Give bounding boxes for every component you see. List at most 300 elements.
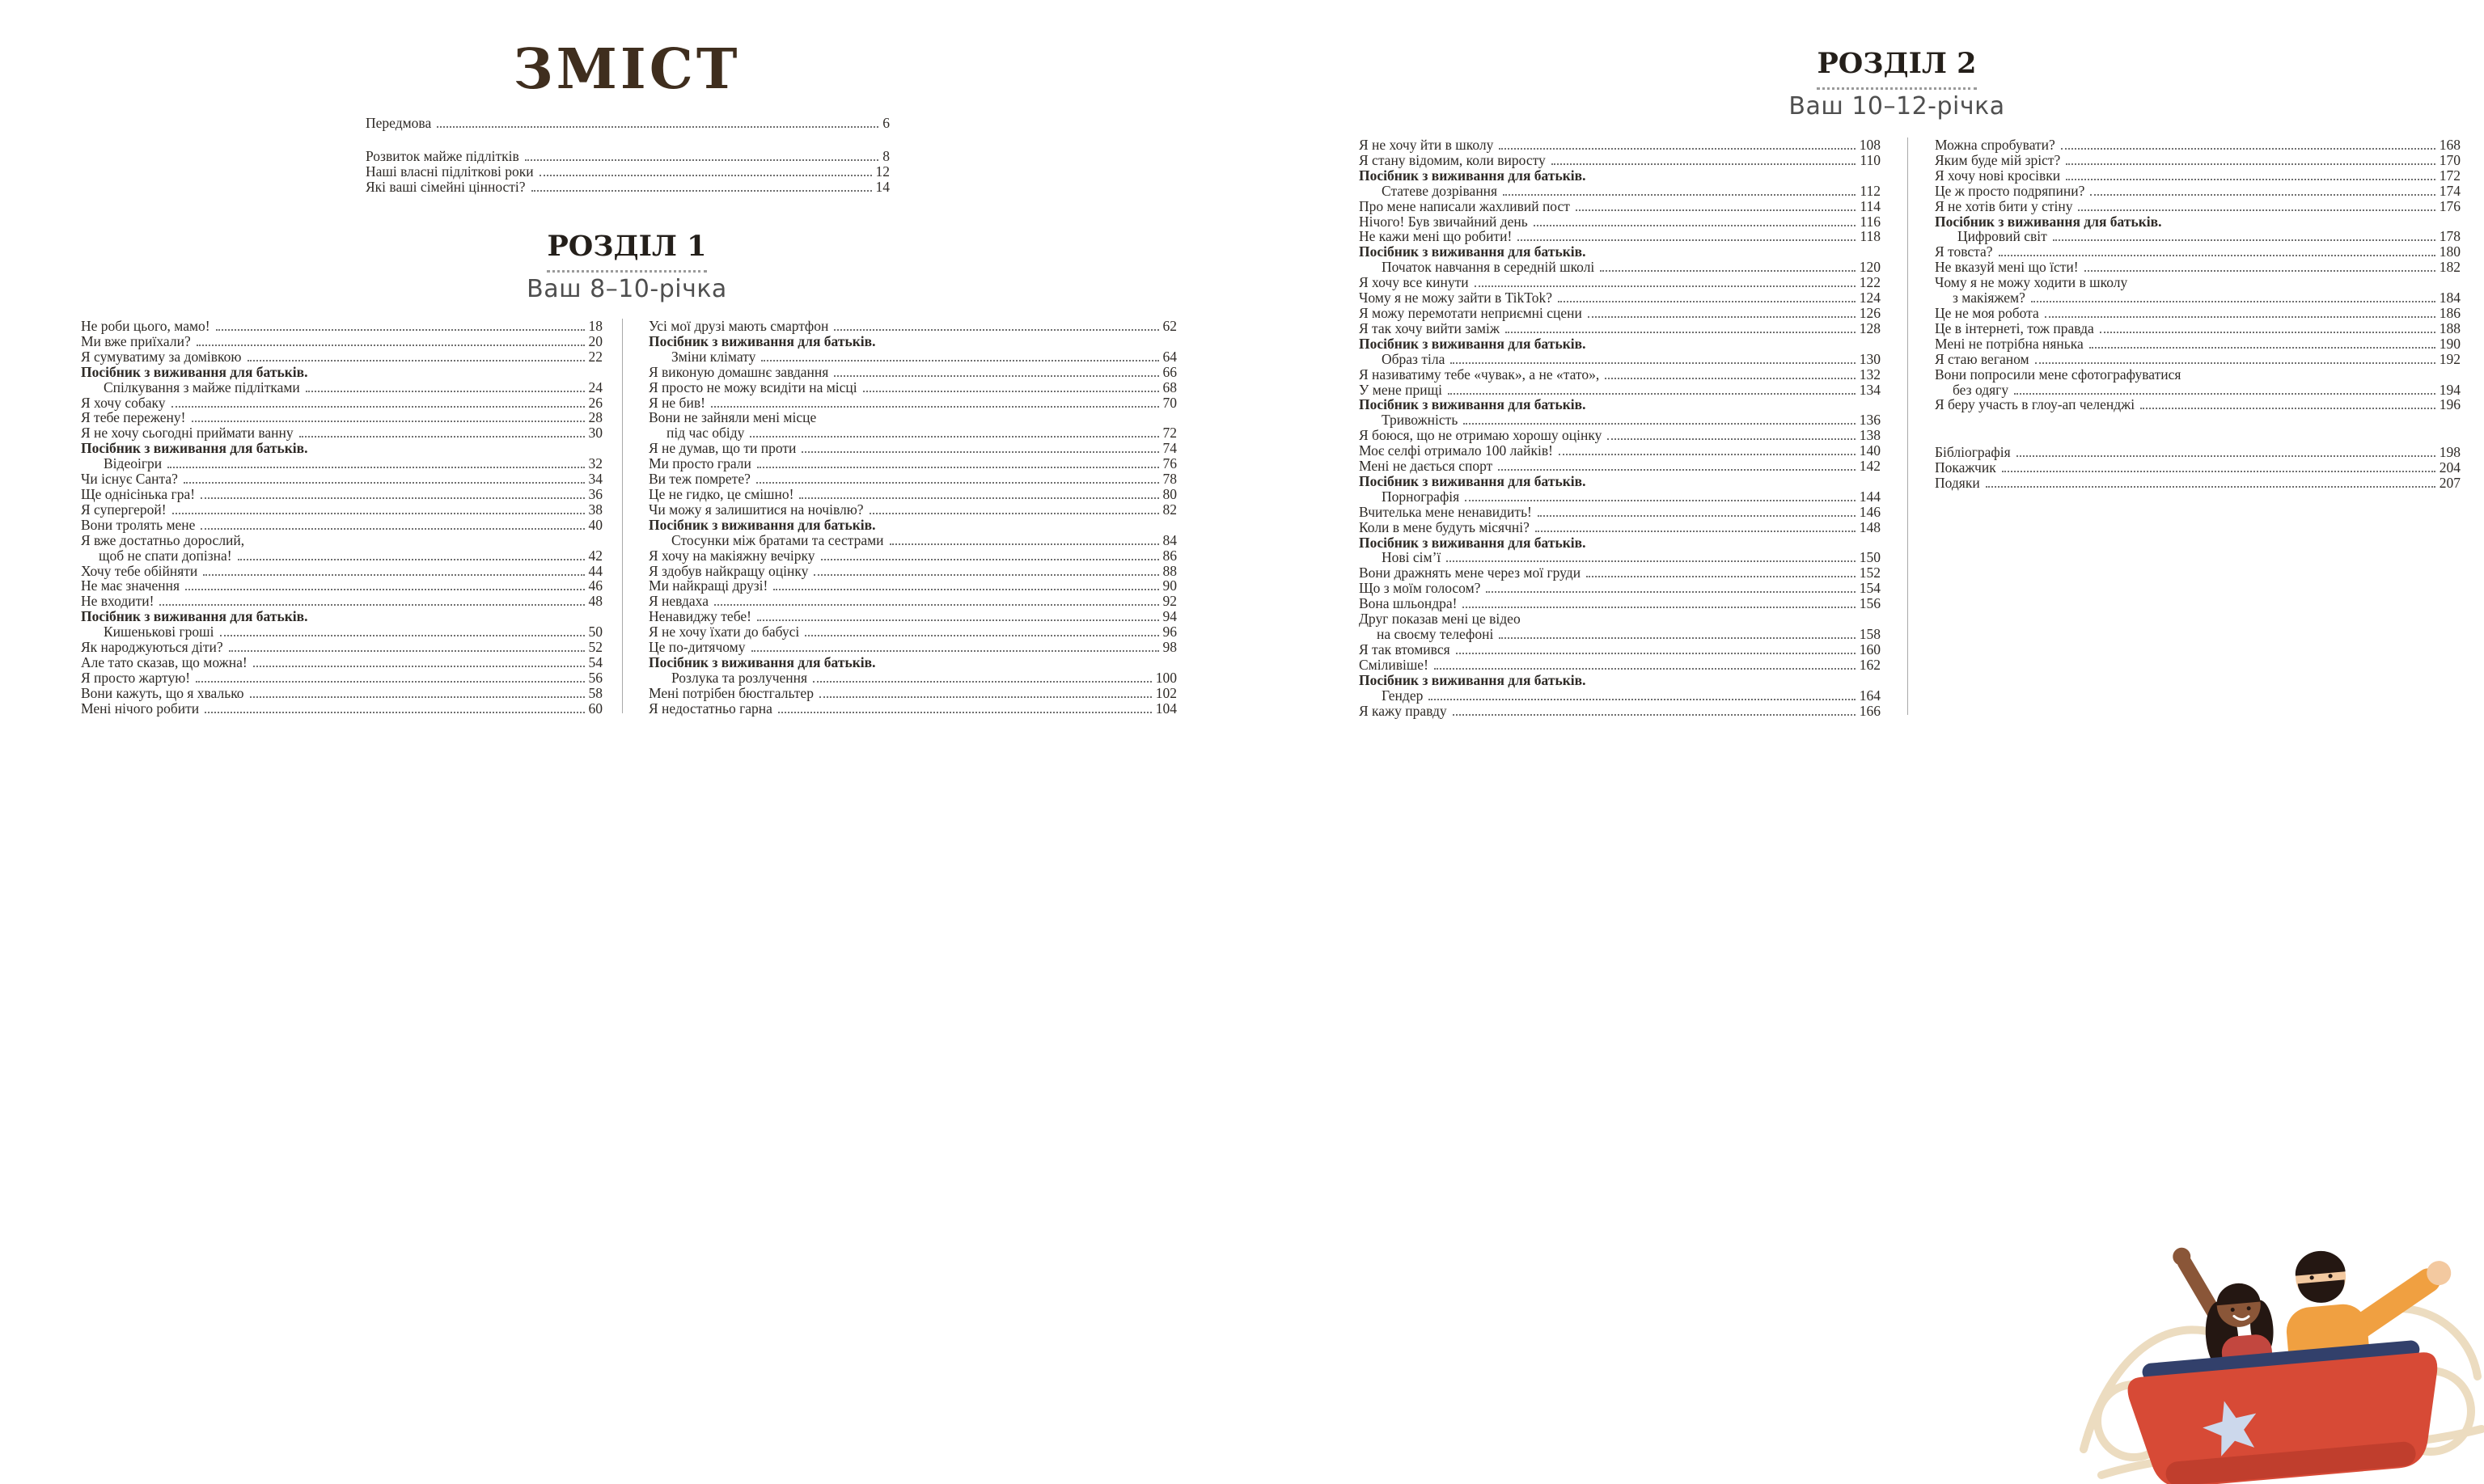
toc-entry-title: Це в інтернеті, тож правда: [1935, 319, 2094, 336]
toc-entry-title: Початок навчання в середній школі: [1382, 259, 1595, 276]
toc-entry: [1359, 428, 1881, 443]
toc-entry-title: Наші власні підліткові роки: [366, 163, 534, 180]
toc-section-header: [1359, 336, 1881, 352]
toc-page-number: 162: [1859, 656, 1881, 673]
toc-entry: [649, 319, 1177, 334]
toc-dot-leader: [819, 696, 1152, 698]
toc-entry-title: Статеве дозрівання: [1382, 182, 1498, 199]
toc-subentry: [1359, 412, 1881, 428]
toc-entry-title: Посібник з виживання для батьків.: [649, 516, 876, 533]
chapter1-column1: [81, 319, 603, 717]
toc-subentry: [1359, 260, 1881, 275]
toc-page-number: 18: [588, 318, 603, 334]
toc-entry-title: Моє селфі отримало 100 лайків!: [1359, 442, 1553, 459]
toc-entry-title: Посібник з виживання для батьків.: [1359, 243, 1586, 260]
chapter1-subtitle: Ваш 8–10-річка: [527, 275, 727, 303]
toc-dot-leader: [1534, 225, 1856, 226]
toc-page-number: 12: [875, 163, 890, 180]
toc-entry-title: Чи можу я залишитися на ночівлю?: [649, 501, 864, 518]
toc-entry: [1359, 443, 1881, 459]
toc-entry: [1935, 352, 2461, 367]
toc-dot-leader: [799, 497, 1158, 499]
toc-section-header: [81, 365, 603, 380]
toc-dot-leader: [2066, 179, 2435, 180]
toc-entry: [1359, 459, 1881, 474]
toc-entry: [649, 624, 1177, 640]
toc-dot-leader: [220, 635, 585, 636]
chapter2-heading: [1537, 47, 2257, 90]
toc-entry-title: Я стану відомим, коли виросту: [1359, 151, 1546, 168]
toc-dot-leader: [1434, 668, 1856, 670]
toc-entry-title: Я можу перемотати неприємні сцени: [1359, 304, 1582, 321]
toc-page-number: 20: [588, 332, 603, 349]
toc-entry-title: Вони кажуть, що я хвалько: [81, 684, 244, 701]
toc-entry: [1935, 397, 2461, 412]
toc-dot-leader: [1428, 699, 1855, 700]
toc-entry: [1359, 611, 1881, 627]
toc-entry: [366, 116, 890, 131]
toc-entry: [649, 564, 1177, 579]
toc-page-number: 166: [1859, 702, 1881, 719]
toc-dot-leader: [306, 391, 585, 392]
toc-subentry: [81, 380, 603, 395]
toc-page-number: 76: [1162, 455, 1177, 472]
toc-page-number: 100: [1155, 669, 1177, 686]
toc-dot-leader: [778, 712, 1152, 713]
toc-entry: [1359, 306, 1881, 321]
toc-dot-leader: [525, 159, 879, 161]
toc-page-number: 56: [588, 669, 603, 686]
toc-dot-leader: [167, 467, 584, 468]
toc-dot-leader: [750, 436, 1158, 438]
toc-dot-leader: [761, 360, 1158, 361]
toc-dot-leader: [1465, 500, 1856, 501]
toc-page-number: 196: [2439, 396, 2461, 413]
toc-dot-leader: [2078, 209, 2435, 211]
toc-page-number: 174: [2439, 182, 2461, 199]
toc-entry-title: Цифровий світ: [1957, 228, 2047, 245]
contents-title: ЗМІСТ: [513, 37, 741, 102]
toc-entry: [81, 395, 603, 411]
toc-page-number: 28: [588, 409, 603, 426]
toc-entry-continuation: [81, 548, 603, 564]
toc-entry-title: Зміни клімату: [671, 348, 756, 365]
toc-page-number: 122: [1859, 274, 1881, 291]
toc-dot-leader: [2140, 408, 2435, 409]
front-matter-development: [366, 149, 890, 195]
toc-entry: [649, 594, 1177, 609]
toc-dot-leader: [229, 650, 585, 652]
toc-dot-leader: [821, 559, 1159, 560]
toc-entry-title: Мені не дається спорт: [1359, 458, 1493, 475]
toc-dot-leader: [834, 375, 1158, 377]
toc-entry-continuation: [1359, 627, 1881, 642]
toc-entry: [1359, 367, 1881, 383]
toc-page-number: 136: [1859, 412, 1881, 429]
toc-subentry: [649, 670, 1177, 686]
toc-entry: [81, 518, 603, 533]
toc-entry-title: на своєму телефоні: [1377, 626, 1494, 642]
toc-entry-title: Я не хочу сьогодні приймати ванну: [81, 425, 294, 442]
toc-entry: [1935, 260, 2461, 275]
toc-entry-title: Вона шльондра!: [1359, 595, 1458, 612]
back-matter: [1935, 445, 2461, 491]
toc-entry-title: Мені потрібен бюстгальтер: [649, 684, 814, 701]
toc-entry: [1359, 137, 1881, 153]
toc-entry-title: Посібник з виживання для батьків.: [1359, 534, 1586, 551]
toc-entry-title: Усі мої друзі мають смартфон: [649, 318, 829, 334]
toc-entry: [1359, 581, 1881, 596]
toc-entry-title: Відеоігри: [104, 455, 163, 472]
toc-entry-title: Гендер: [1382, 687, 1424, 704]
toc-dot-leader: [2045, 316, 2435, 318]
toc-entry-title: Кишенькові гроші: [104, 624, 214, 641]
toc-dot-leader: [159, 604, 584, 606]
toc-dot-leader: [711, 406, 1159, 408]
toc-dot-leader: [216, 329, 585, 331]
toc-page-number: 48: [588, 593, 603, 610]
toc-entry-title: Чому я не можу зайти в TikTok?: [1359, 290, 1553, 307]
toc-page-number: 98: [1162, 639, 1177, 656]
toc-entry-title: Я здобув найкращу оцінку: [649, 562, 809, 579]
chapter1-heading-text: РОЗДІЛ 1: [547, 230, 706, 273]
toc-page-number: 24: [588, 378, 603, 395]
toc-page-number: 6: [882, 115, 890, 131]
toc-page-number: 124: [1859, 290, 1881, 307]
toc-dot-leader: [1486, 591, 1855, 593]
toc-entry-title: Розлука та розлучення: [671, 669, 808, 686]
toc-dot-leader: [1576, 209, 1856, 211]
toc-dot-leader: [1448, 393, 1856, 395]
toc-entry: [81, 319, 603, 334]
toc-dot-leader: [1475, 285, 1856, 287]
toc-entry: [81, 701, 603, 717]
toc-entry-title: Не вказуй мені що їсти!: [1935, 259, 2079, 276]
toc-dot-leader: [863, 391, 1159, 392]
toc-page-number: 126: [1859, 304, 1881, 321]
toc-entry-title: Я невдаха: [649, 593, 709, 610]
toc-page-number: 96: [1162, 624, 1177, 641]
toc-page-number: 176: [2439, 197, 2461, 214]
toc-dot-leader: [714, 604, 1159, 606]
toc-page-number: 64: [1162, 348, 1177, 365]
toc-subentry: [649, 533, 1177, 548]
toc-entry-title: Я називатиму тебе «чувак», а не «тато»,: [1359, 366, 1600, 383]
toc-subentry: [1359, 550, 1881, 565]
toc-entry-title: Що з моїм голосом?: [1359, 580, 1481, 597]
toc-dot-leader: [1986, 486, 2435, 488]
toc-page-number: 36: [588, 485, 603, 502]
toc-page-number: 158: [1859, 626, 1881, 642]
toc-entry: [649, 380, 1177, 395]
chapter2-column2: [1935, 137, 2461, 491]
toc-entry-title: Посібник з виживання для батьків.: [1935, 213, 2162, 230]
toc-entry: [81, 425, 603, 441]
toc-page-number: 192: [2439, 350, 2461, 367]
toc-dot-leader: [802, 451, 1158, 453]
toc-entry: [649, 456, 1177, 471]
toc-entry: [1935, 168, 2461, 184]
toc-entry-title: щоб не спати допізна!: [99, 547, 232, 564]
toc-dot-leader: [1456, 653, 1856, 654]
toc-entry-title: Я не хотів бити у стіну: [1935, 197, 2073, 214]
toc-dot-leader: [1999, 255, 2435, 256]
toc-page-number: 88: [1162, 562, 1177, 579]
toc-entry-title: У мене прищі: [1359, 381, 1442, 398]
toc-dot-leader: [1558, 301, 1856, 302]
toc-page-number: 130: [1859, 350, 1881, 367]
toc-page-number: 58: [588, 684, 603, 701]
toc-entry: [1359, 505, 1881, 520]
toc-entry-title: Ми найкращі друзі!: [649, 577, 768, 594]
toc-entry-title: Це не моя робота: [1935, 304, 2039, 321]
toc-dot-leader: [756, 482, 1159, 484]
toc-dot-leader: [805, 635, 1158, 636]
toc-page-number: 152: [1859, 564, 1881, 581]
toc-page-number: 102: [1155, 684, 1177, 701]
toc-entry: [1935, 137, 2461, 153]
toc-entry: [81, 502, 603, 518]
toc-section-header: [1359, 397, 1881, 412]
toc-entry: [1935, 476, 2461, 491]
toc-page-number: 108: [1859, 137, 1881, 153]
toc-entry: [81, 564, 603, 579]
toc-entry-title: Посібник з виживання для батьків.: [1359, 472, 1586, 489]
toc-entry: [649, 701, 1177, 717]
toc-entry: [1359, 642, 1881, 657]
toc-entry: [649, 441, 1177, 456]
toc-subentry: [1359, 352, 1881, 367]
toc-page-number: 46: [588, 577, 603, 594]
toc-entry-title: Я не думав, що ти проти: [649, 440, 797, 457]
toc-entry-title: Я хочу нові кросівки: [1935, 167, 2061, 184]
toc-subentry: [81, 456, 603, 471]
toc-page-number: 182: [2439, 259, 2461, 276]
toc-page-number: 32: [588, 455, 603, 472]
toc-entry: [1359, 657, 1881, 673]
toc-entry-title: з макіяжем?: [1953, 290, 2025, 307]
toc-entry: [81, 670, 603, 686]
toc-dot-leader: [2090, 194, 2435, 196]
toc-page-number: 144: [1859, 488, 1881, 505]
toc-entry-title: Я просто жартую!: [81, 669, 191, 686]
toc-entry-title: Не роби цього, мамо!: [81, 318, 210, 334]
toc-page-number: 74: [1162, 440, 1177, 457]
toc-entry-title: Нові сім’ї: [1382, 549, 1441, 566]
toc-entry: [1935, 367, 2461, 383]
toc-page-number: 172: [2439, 167, 2461, 184]
toc-page-number: 118: [1860, 228, 1881, 245]
toc-entry: [1359, 229, 1881, 244]
toc-entry: [649, 365, 1177, 380]
toc-page-number: 156: [1859, 595, 1881, 612]
toc-entry-title: Посібник з виживання для батьків.: [1359, 396, 1586, 413]
toc-page-number: 120: [1859, 259, 1881, 276]
toc-page-number: 142: [1859, 458, 1881, 475]
toc-entry: [1935, 460, 2461, 476]
toc-page-number: 72: [1162, 425, 1177, 442]
toc-dot-leader: [531, 190, 872, 192]
toc-entry: [81, 578, 603, 594]
column-divider: [1907, 137, 1908, 715]
toc-entry: [1935, 244, 2461, 260]
front-matter-intro: [366, 116, 890, 131]
toc-entry: [1359, 321, 1881, 336]
toc-page-number: 82: [1162, 501, 1177, 518]
toc-page-number: 90: [1162, 577, 1177, 594]
toc-page-number: 86: [1162, 547, 1177, 564]
toc-page-number: 188: [2439, 319, 2461, 336]
toc-entry: [649, 410, 1177, 425]
toc-entry-title: Подяки: [1935, 475, 1980, 492]
toc-page-number: 84: [1162, 531, 1177, 548]
toc-entry-title: Я хочу все кинути: [1359, 274, 1469, 291]
toc-dot-leader: [1586, 576, 1856, 577]
toc-dot-leader: [1450, 362, 1855, 364]
toc-dot-leader: [813, 681, 1152, 683]
toc-dot-leader: [1505, 332, 1856, 333]
toc-entry-title: Посібник з виживання для батьків.: [81, 608, 308, 625]
toc-dot-leader: [2016, 455, 2435, 457]
toc-entry: [1359, 275, 1881, 290]
man-beard: [2298, 1279, 2346, 1304]
toc-page-number: 14: [875, 178, 890, 195]
toc-entry-title: Мені не потрібна нянька: [1935, 335, 2084, 352]
toc-subentry: [1359, 688, 1881, 704]
toc-section-header: [649, 655, 1177, 670]
toc-entry-title: Спілкування з майже підлітками: [104, 378, 300, 395]
toc-page-number: 26: [588, 394, 603, 411]
toc-entry-title: Я стаю веганом: [1935, 350, 2029, 367]
column-divider: [622, 319, 623, 713]
toc-entry: [81, 640, 603, 655]
toc-dot-leader: [1607, 438, 1855, 440]
toc-entry-title: Я беру участь в глоу-ап челенджі: [1935, 396, 2135, 413]
toc-page-number: 168: [2439, 137, 2461, 153]
toc-subentry: [1359, 184, 1881, 199]
toc-page-number: 140: [1859, 442, 1881, 459]
toc-entry-title: Я так хочу вийти заміж: [1359, 319, 1500, 336]
toc-entry: [81, 655, 603, 670]
toc-entry: [81, 410, 603, 425]
toc-dot-leader: [299, 436, 585, 438]
toc-entry-title: Ви теж помрете?: [649, 471, 751, 488]
toc-entry-continuation: [649, 425, 1177, 441]
toc-page-number: 68: [1162, 378, 1177, 395]
toc-entry: [1935, 336, 2461, 352]
toc-dot-leader: [2100, 332, 2435, 333]
toc-entry-title: Нічого! Був звичайний день: [1359, 213, 1528, 230]
toc-dot-leader: [751, 650, 1159, 652]
toc-dot-leader: [2089, 347, 2435, 349]
toc-section-header: [1359, 244, 1881, 260]
toc-subentry: [1359, 489, 1881, 505]
toc-page-number: 62: [1162, 318, 1177, 334]
toc-entry: [1359, 383, 1881, 398]
toc-dot-leader: [184, 482, 585, 484]
toc-entry-title: Ненавиджу тебе!: [649, 608, 751, 625]
toc-entry: [1935, 445, 2461, 460]
toc-page-number: 60: [588, 700, 603, 717]
toc-entry-title: Але тато сказав, що можна!: [81, 653, 248, 670]
toc-entry: [366, 164, 890, 180]
toc-dot-leader: [196, 681, 584, 683]
toc-entry: [649, 487, 1177, 502]
toc-entry-title: Я так втомився: [1359, 641, 1450, 657]
toc-page-number: 104: [1155, 700, 1177, 717]
toc-entry-title: Я товста?: [1935, 243, 1993, 260]
man-hair: [2293, 1249, 2345, 1275]
toc-dot-leader: [185, 589, 584, 590]
toc-entry-title: Я кажу правду: [1359, 702, 1447, 719]
toc-page-number: 92: [1162, 593, 1177, 610]
toc-entry: [649, 471, 1177, 487]
toc-page-number: 170: [2439, 151, 2461, 168]
toc-page-number: 116: [1860, 213, 1881, 230]
toc-entry-continuation: [1935, 383, 2461, 398]
toc-page-number: 44: [588, 562, 603, 579]
toc-entry-title: Яким буде мій зріст?: [1935, 151, 2061, 168]
toc-page-number: 132: [1859, 366, 1881, 383]
toc-dot-leader: [2002, 471, 2435, 472]
toc-entry: [81, 533, 603, 548]
toc-entry-title: Тривожність: [1382, 412, 1458, 429]
toc-entry-title: під час обіду: [666, 425, 745, 442]
toc-entry: [649, 578, 1177, 594]
toc-entry: [81, 471, 603, 487]
toc-section-header: [1935, 214, 2461, 230]
toc-entry-title: Я хочу собаку: [81, 394, 166, 411]
toc-entry-title: Як народжуються діти?: [81, 639, 223, 656]
toc-entry: [1935, 153, 2461, 168]
toc-subentry: [649, 349, 1177, 365]
toc-dot-leader: [2066, 163, 2435, 165]
toc-page-number: 30: [588, 425, 603, 442]
toc-entry-title: Я хочу на макіяжну вечірку: [649, 547, 815, 564]
toc-dot-leader: [250, 696, 585, 698]
toc-page-number: 66: [1162, 363, 1177, 380]
toc-entry-title: Коли в мене будуть місячні?: [1359, 518, 1530, 535]
toc-dot-leader: [1498, 469, 1855, 471]
toc-entry: [366, 180, 890, 195]
toc-subentry: [1935, 229, 2461, 244]
toc-entry: [649, 548, 1177, 564]
toc-dot-leader: [238, 559, 585, 560]
toc-entry-title: Ми вже приїхали?: [81, 332, 191, 349]
toc-page-number: 42: [588, 547, 603, 564]
toc-page-number: 112: [1860, 182, 1881, 199]
toc-dot-leader: [205, 712, 584, 713]
toc-entry: [81, 594, 603, 609]
toc-dot-leader: [1517, 239, 1856, 241]
toc-entry: [1359, 565, 1881, 581]
toc-page-number: 70: [1162, 394, 1177, 411]
toc-entry-title: Мені нічого робити: [81, 700, 200, 717]
toc-entry-title: Хочу тебе обійняти: [81, 562, 198, 579]
toc-entry-title: без одягу: [1953, 381, 2009, 398]
toc-entry-title: Вони тролять мене: [81, 516, 196, 533]
toc-entry-title: Я не хочу їхати до бабусі: [649, 624, 800, 641]
toc-entry: [1359, 704, 1881, 719]
chapter1-heading: [340, 230, 914, 273]
toc-page-number: 148: [1859, 518, 1881, 535]
toc-entry-title: Я боюся, що не отримаю хорошу оцінку: [1359, 427, 1602, 444]
toc-page-number: 184: [2439, 290, 2461, 307]
toc-page-number: 34: [588, 471, 603, 488]
toc-page-number: 8: [882, 147, 890, 164]
toc-dot-leader: [1463, 423, 1855, 425]
toc-entry: [649, 640, 1177, 655]
